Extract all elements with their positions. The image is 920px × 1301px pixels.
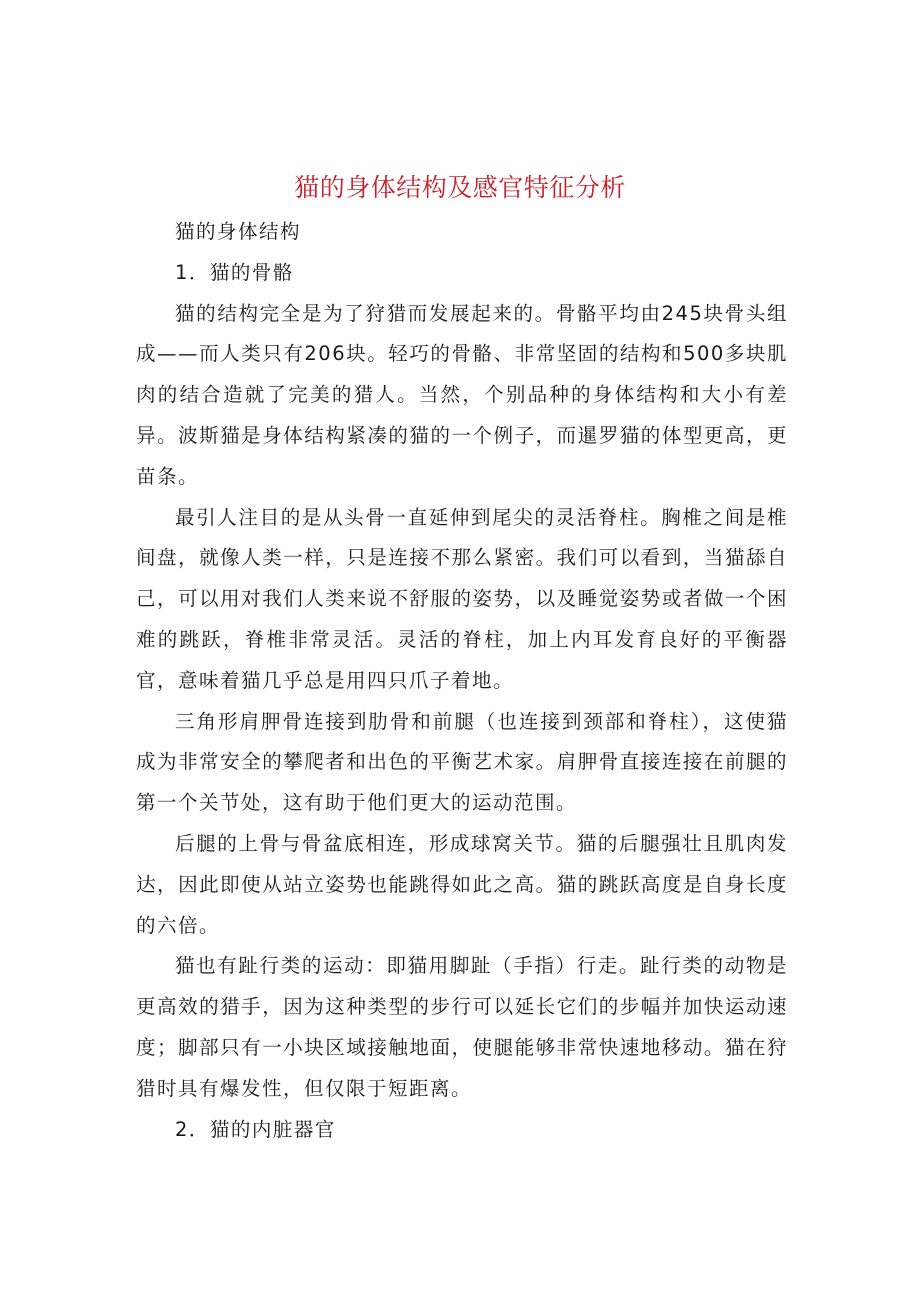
document-title: 猫的身体结构及感官特征分析 (294, 173, 626, 202)
paragraph-spine: 最引人注目的是从头骨一直延伸到尾尖的灵活脊柱。胸椎之间是椎间盘，就像人类一样，只是连接不那么紧密。我们可以看到，当猫舔自己，可以用对我们人类来说不舒服的姿势，以及睡觉姿势或者做一个困难的跳跃，脊椎非常灵活。灵活的脊柱，加上内耳发育良好的平衡器官，意味着猫几乎总是用四只爪子着地。 (136, 505, 788, 692)
section-heading: 猫的身体结构 (175, 220, 302, 243)
subsection-heading-organs: 2．猫的内脏器官 (175, 1117, 336, 1141)
document-body (136, 212, 788, 1150)
paragraph-digitigrade: 猫也有趾行类的运动：即猫用脚趾（手指）行走。趾行类的动物是更高效的猎手，因为这种类型的步行可以延长它们的步幅并加快运动速度；脚部只有一小块区域接触地面，使腿能够非常快速地移动。猫在狩猎时具有爆发性，但仅限于短距离。 (136, 954, 788, 1100)
paragraph-skeleton-overview: 猫的结构完全是为了狩猎而发展起来的。骨骼平均由245块骨头组成——而人类只有206块。轻巧的骨骼、非常坚固的结构和500多块肌肉的结合造就了完美的猎人。当然，个别品种的身体结构和大小有差异。波斯猫是身体结构紧凑的猫的一个例子，而暹罗猫的体型更高，更苗条。 (136, 301, 788, 488)
subsection-heading-skeleton: 1．猫的骨骼 (175, 260, 294, 284)
paragraph-shoulder-blade: 三角形肩胛骨连接到肋骨和前腿（也连接到颈部和脊柱），这使猫成为非常安全的攀爬者和出色的平衡艺术家。肩胛骨直接连接在前腿的第一个关节处，这有助于他们更大的运动范围。 (136, 709, 788, 815)
paragraph-hind-legs: 后腿的上骨与骨盆底相连，形成球窝关节。猫的后腿强壮且肌肉发达，因此即使从站立姿势也能跳得如此之高。猫的跳跃高度是自身长度的六倍。 (136, 831, 788, 937)
